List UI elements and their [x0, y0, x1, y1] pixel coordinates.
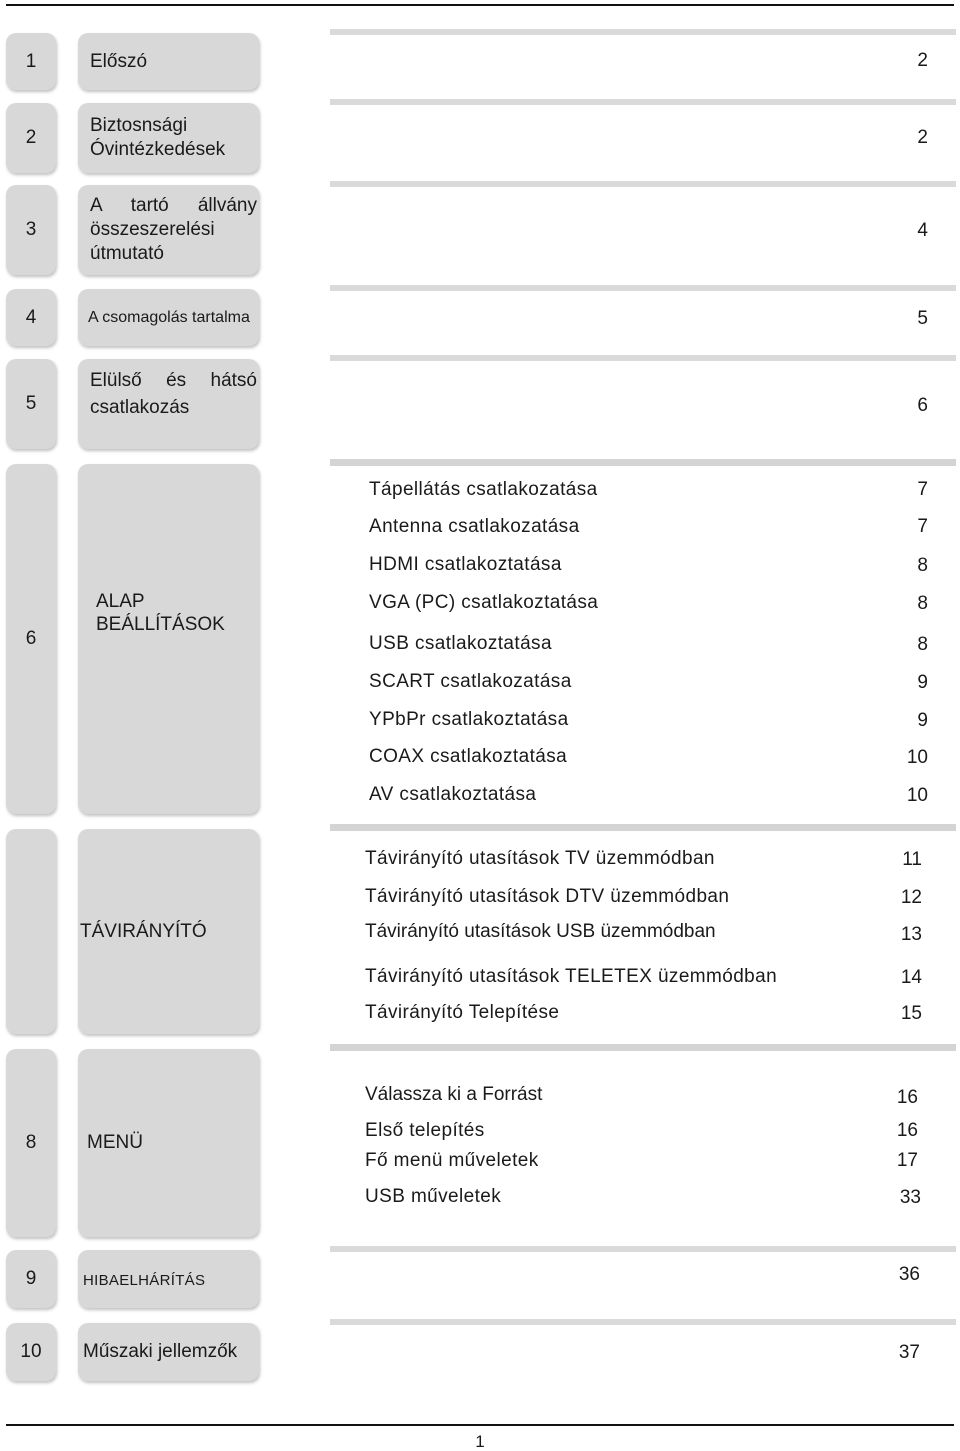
page-number: 7	[917, 479, 928, 500]
page-number: 4	[917, 220, 928, 241]
separator	[330, 29, 956, 35]
section-title[interactable]: HIBAELHÁRÍTÁS	[78, 1250, 259, 1308]
section-title[interactable]	[78, 185, 259, 275]
page-number: 16	[896, 1120, 918, 1141]
toc-entry[interactable]: Távirányító utasítások USB üzemmódban	[365, 921, 716, 942]
page-number: 9	[917, 710, 928, 731]
page-number: 2	[917, 127, 928, 148]
section-title[interactable]	[78, 464, 259, 814]
section-title[interactable]	[78, 103, 259, 173]
toc-entry[interactable]: Távirányító utasítások DTV üzemmódban	[365, 886, 730, 907]
section-number: 3	[6, 185, 56, 275]
page-number: 10	[906, 785, 928, 806]
separator	[330, 1319, 956, 1325]
section-title-text: Biztosnsági Óvintézkedések	[90, 115, 226, 160]
top-rule	[6, 4, 954, 6]
page-number: 10	[906, 747, 928, 768]
toc-entry[interactable]: Fő menü műveletek	[365, 1150, 539, 1171]
page-number: 6	[917, 395, 928, 416]
separator	[330, 99, 956, 105]
page-number: 13	[900, 924, 922, 945]
section-number: 9	[6, 1250, 56, 1308]
section-number: 4	[6, 289, 56, 346]
page-number: 9	[917, 672, 928, 693]
page-number: 8	[917, 634, 928, 655]
page-number: 36	[898, 1264, 920, 1285]
section-title[interactable]: TÁVIRÁNYÍTÓ	[78, 829, 259, 1034]
toc-entry[interactable]: Távirányító utasítások TV üzemmódban	[365, 848, 715, 869]
separator	[330, 1044, 956, 1051]
section-title[interactable]: Előszó	[78, 33, 259, 90]
toc-entry[interactable]: SCART csatlakozatása	[369, 671, 572, 692]
section-title[interactable]: A csomagolás tartalma	[78, 289, 259, 346]
separator	[330, 355, 956, 361]
section-title[interactable]	[78, 359, 259, 449]
section-number: 1	[6, 33, 56, 90]
bottom-rule	[6, 1424, 954, 1426]
separator	[330, 285, 956, 291]
toc-entry[interactable]: AV csatlakoztatása	[369, 784, 537, 805]
toc-entry[interactable]: COAX csatlakoztatása	[369, 746, 568, 767]
toc-entry[interactable]: Első telepítés	[365, 1120, 485, 1141]
page-number: 15	[900, 1003, 922, 1024]
section-number: 6	[6, 464, 56, 814]
page-number: 7	[917, 516, 928, 537]
page-number: 37	[898, 1342, 920, 1363]
page-number: 12	[900, 887, 922, 908]
separator	[330, 824, 956, 831]
section-title-text: Elülső és hátsó csatlakozás	[90, 370, 257, 418]
page-number: 17	[896, 1150, 918, 1171]
toc-entry[interactable]: YPbPr csatlakoztatása	[369, 709, 569, 730]
separator	[330, 1246, 956, 1252]
toc-entry[interactable]: Válassza ki a Forrást	[365, 1084, 543, 1105]
section-number: 8	[6, 1049, 56, 1237]
toc-entry[interactable]: USB csatlakoztatása	[369, 633, 552, 654]
toc-entry[interactable]: Antenna csatlakozatása	[369, 516, 580, 537]
toc-entry[interactable]: VGA (PC) csatlakoztatása	[369, 592, 599, 613]
section-number: 5	[6, 359, 56, 449]
toc-entry[interactable]: Távirányító utasítások TELETEX üzemmódban	[365, 966, 778, 987]
section-title[interactable]: MENÜ	[78, 1049, 259, 1237]
page-number: 5	[917, 308, 928, 329]
section-title-text: A tartó állvány összeszerelési útmutató	[90, 195, 257, 264]
page-number: 33	[899, 1187, 921, 1208]
toc-entry[interactable]: HDMI csatlakoztatása	[369, 554, 562, 575]
separator	[330, 181, 956, 187]
page-number: 11	[902, 849, 922, 870]
section-title[interactable]: Műszaki jellemzők	[78, 1323, 259, 1381]
section-number: 2	[6, 103, 56, 173]
toc-entry[interactable]: Távirányító Telepítése	[365, 1002, 560, 1023]
toc-entry[interactable]: USB műveletek	[365, 1186, 502, 1207]
page-number: 8	[917, 555, 928, 576]
page-number: 2	[917, 50, 928, 71]
page-number: 16	[896, 1087, 918, 1108]
section-number	[6, 829, 56, 1034]
toc-entry[interactable]: Tápellátás csatlakozatása	[369, 479, 598, 500]
page-number: 8	[917, 593, 928, 614]
separator	[330, 459, 956, 466]
section-number: 10	[6, 1323, 56, 1381]
footer-page-number: 1	[475, 1432, 485, 1451]
section-title-text: ALAP BEÁLLÍTÁSOK	[96, 591, 225, 635]
page-number: 14	[900, 967, 922, 988]
